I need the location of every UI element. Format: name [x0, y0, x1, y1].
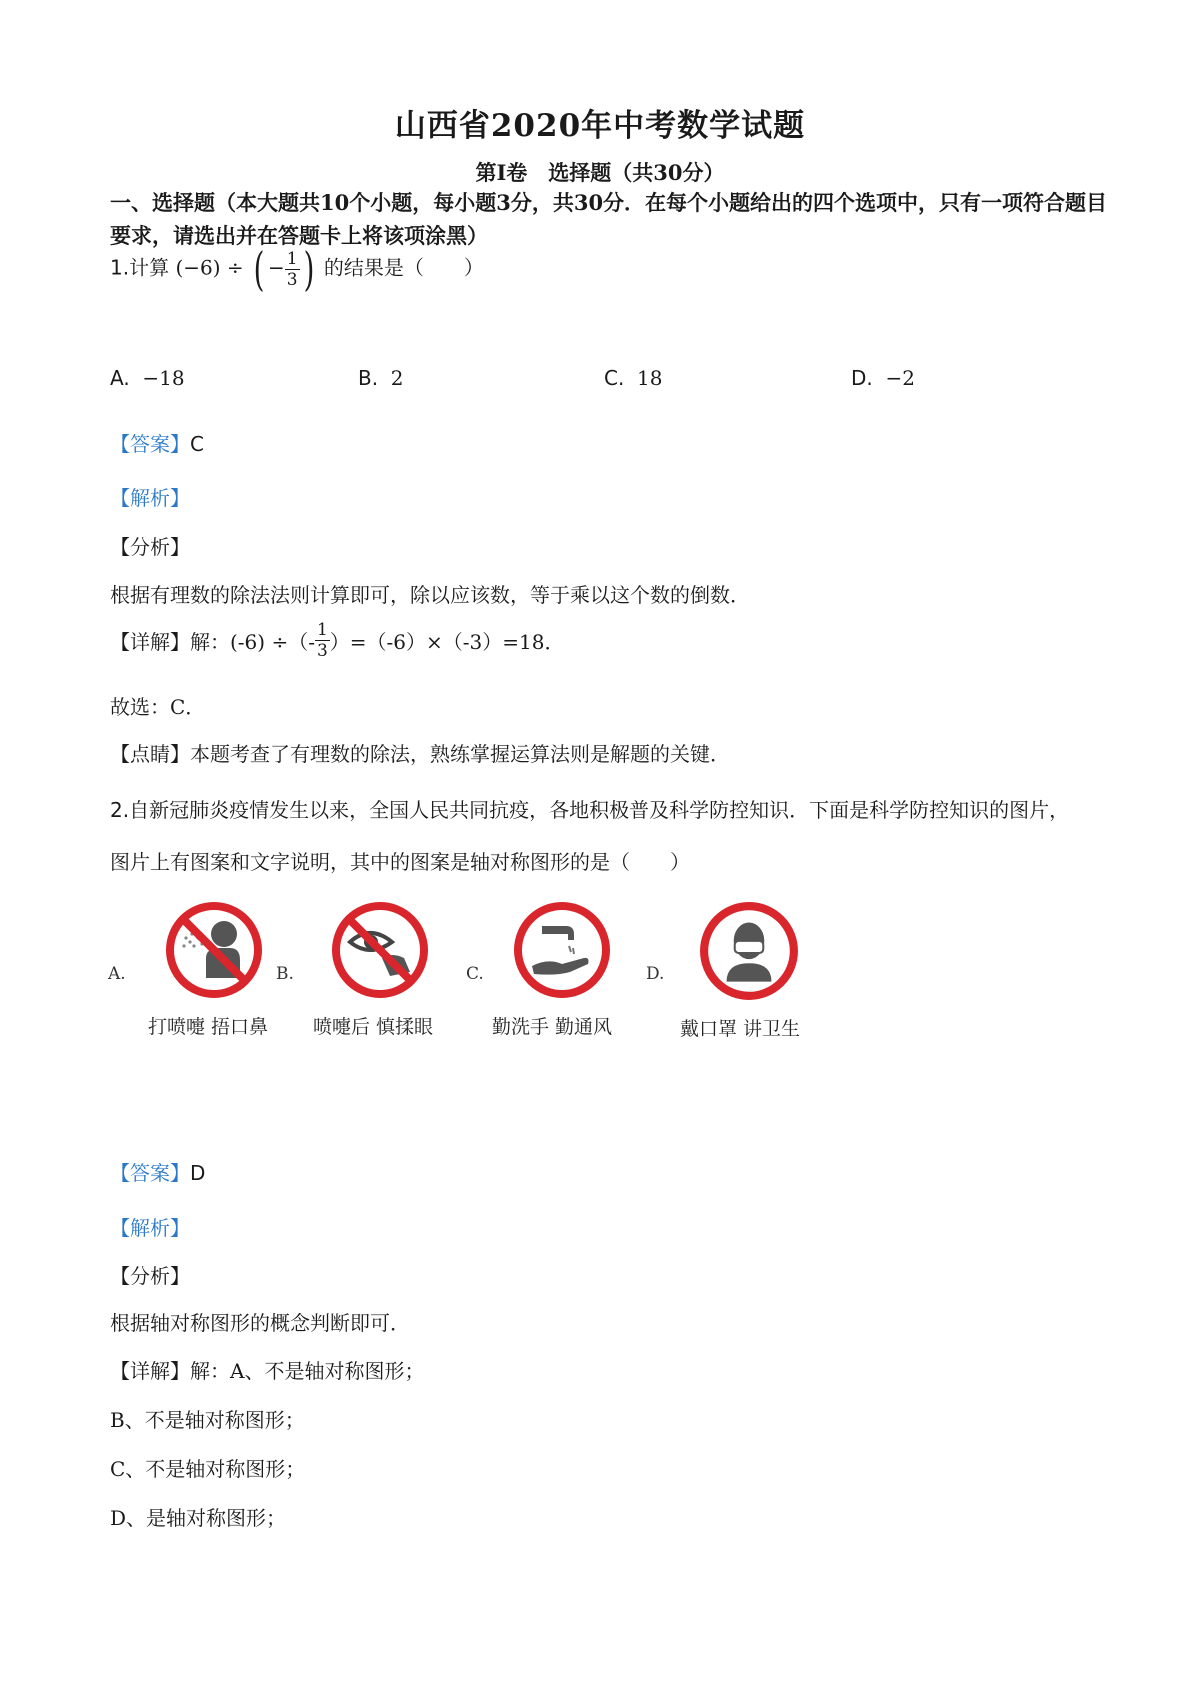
detail-post: ）=（-6）×（-3）=18． — [329, 630, 565, 654]
option-label: C. — [604, 366, 625, 390]
question-number: 2. — [110, 798, 130, 822]
analysis-tag-2: 【解析】 — [110, 1216, 190, 1240]
section-subtitle: 第I卷 选择题（共30分） — [475, 160, 725, 185]
detail-b: B、不是轴对称图形； — [110, 1408, 305, 1432]
detail-a: 解：A、不是轴对称图形； — [190, 1359, 425, 1383]
image-letter-a: A. — [108, 964, 126, 984]
image-caption-b: 喷嚏后 慎揉眼 — [313, 1016, 434, 1038]
option-label: A. — [110, 366, 130, 390]
fraction-denominator: 3 — [316, 641, 328, 661]
answer-line-2 — [110, 1157, 205, 1186]
section-heading: 一、选择题（本大题共10个小题，每小题3分，共30分．在每个小题给出的四个选项中，只有一项符合题目要求，请选出并在答题卡上将该项涂黑） — [110, 190, 1108, 248]
comment-text: 本题考查了有理数的除法，熟练掌握运算法则是解题的关键． — [190, 742, 730, 766]
expr-left: (−6) ÷ — [175, 255, 251, 280]
fenxi-tag: 【分析】 — [110, 535, 190, 559]
image-letter-b: B. — [276, 964, 294, 984]
question-1 — [110, 242, 484, 296]
fenxi-tag-2: 【分析】 — [110, 1264, 190, 1288]
comment-tag: 【点睛】 — [110, 742, 190, 766]
option-value: 2 — [390, 366, 404, 390]
detail-line — [110, 620, 564, 661]
figure-strip — [108, 900, 868, 1050]
wash-hands-icon — [512, 900, 612, 1000]
answer-tag: 【答案】 — [110, 1161, 190, 1185]
image-caption-d: 戴口罩 讲卫生 — [680, 1018, 801, 1040]
paren-close: ) — [303, 242, 314, 296]
question-number: 1. — [110, 255, 130, 280]
question-2-line-1 — [110, 794, 1069, 823]
image-caption-c: 勤洗手 勤通风 — [492, 1016, 613, 1038]
detail-fraction — [315, 620, 330, 661]
detail-pre: 解：(-6) ÷（- — [190, 630, 315, 654]
minus-sign: − — [267, 255, 285, 280]
answer-value: C — [190, 432, 204, 456]
option-value: −18 — [142, 366, 185, 390]
answer-line — [110, 428, 204, 457]
detail-tag: 【详解】 — [110, 1359, 190, 1383]
answer-tag: 【答案】 — [110, 432, 190, 456]
option-label: D. — [851, 366, 873, 390]
fenxi-text: 根据有理数的除法法则计算即可，除以应该数，等于乘以这个数的倒数． — [110, 583, 750, 607]
image-letter-c: C. — [466, 964, 484, 984]
fraction-numerator: 1 — [286, 248, 298, 269]
paren-open: ( — [253, 242, 265, 296]
question-2-line-2: 图片上有图案和文字说明，其中的图案是轴对称图形的是（ ） — [110, 850, 690, 874]
math-expression — [175, 242, 317, 296]
option-value: 18 — [637, 366, 663, 390]
answer-value: D — [190, 1161, 206, 1185]
comment-line — [110, 738, 730, 767]
option-d — [851, 366, 915, 390]
detail-d: D、是轴对称图形； — [110, 1506, 287, 1530]
option-a — [110, 366, 185, 390]
option-value: −2 — [885, 366, 915, 390]
no-rub-eyes-icon — [330, 900, 430, 1000]
sneeze-cover-icon — [164, 900, 264, 1000]
page-title: 山西省2020年中考数学试题 — [394, 108, 806, 144]
analysis-tag: 【解析】 — [110, 486, 190, 510]
fraction-denominator: 3 — [286, 269, 298, 290]
fraction-numerator: 1 — [316, 620, 328, 640]
question-tail: 的结果是（ ） — [323, 255, 484, 280]
question-text: 自新冠肺炎疫情发生以来，全国人民共同抗疫，各地积极普及科学防控知识．下面是科学防控知识的图片， — [129, 798, 1070, 822]
image-letter-d: D. — [646, 964, 665, 984]
option-label: B. — [358, 366, 379, 390]
fraction — [285, 249, 300, 290]
image-caption-a: 打喷嚏 捂口鼻 — [148, 1016, 269, 1038]
option-b — [358, 366, 404, 390]
question-lead: 计算 — [129, 255, 170, 280]
detail-c: C、不是轴对称图形； — [110, 1457, 306, 1481]
option-c — [604, 366, 663, 390]
detail-tag: 【详解】 — [110, 630, 190, 654]
choose-line: 故选：C． — [110, 695, 206, 719]
wear-mask-icon — [698, 900, 800, 1002]
fenxi-text-2: 根据轴对称图形的概念判断即可． — [110, 1311, 410, 1335]
detail-line-2 — [110, 1355, 424, 1384]
